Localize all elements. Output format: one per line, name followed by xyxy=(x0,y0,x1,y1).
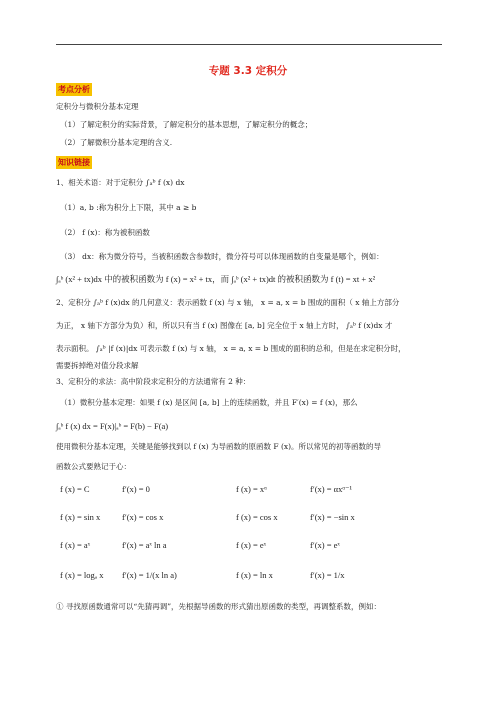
text-line: 2、定积分 ∫ₐᵇ f (x)dx 的几何意义：表示函数 f (x) 与 x 轴， x = a, x = b 围成的面积（ x 轴上方部分 xyxy=(56,298,400,307)
page-title: 专题 3.3 定积分 xyxy=(208,65,288,77)
formula: f′(x) = αxᵅ⁻¹ xyxy=(310,484,353,494)
formula: f (x) = aˣ xyxy=(60,540,91,550)
text-line: （1）微积分基本定理：如果 f (x) 是区间 [a, b] 上的连续函数，并且 F′(x) = f (x)，那么 xyxy=(60,398,358,407)
formula: f′(x) = 1/x xyxy=(310,570,345,580)
text-line: 3、定积分的求法：高中阶段求定积分的方法通常有 2 种： xyxy=(56,377,251,386)
formula: f′(x) = eˣ xyxy=(310,540,340,550)
formula-row xyxy=(60,570,440,580)
text-line: ① 寻找原函数通常可以“先猜再调”，先根据导函数的形式猜出原函数的类型，再调整系数，例如： xyxy=(56,602,382,611)
formula-line: ∫ₐᵇ (x² + tx)dx 中的被积函数为 f (x) = x² + tx，而 ∫ₐᵇ (x² + tx)dt 的被积函数为 f (t) = xt + x² xyxy=(56,274,376,284)
formula-row xyxy=(60,540,440,550)
formula: f (x) = sin x xyxy=(60,512,101,522)
text-line: （1）a, b :称为积分上下限，其中 a ≥ b xyxy=(60,203,197,212)
text-line: 函数公式要熟记于心： xyxy=(56,462,131,471)
formula: f′(x) = −sin x xyxy=(310,512,355,522)
formula: f′(x) = 0 xyxy=(122,484,150,494)
formula: f (x) = cos x xyxy=(236,512,278,522)
analysis-title: 定积分与微积分基本定理 xyxy=(56,102,139,111)
text-line: 表示面积。 ∫ₐᵇ |f (x)|dx 可表示数 f (x) 与 x 轴， x = a, x = b 围成的面积的总和，但是在求定积分时， xyxy=(56,344,406,353)
formula: f (x) = xᵅ xyxy=(236,484,267,494)
header-rule xyxy=(56,44,442,45)
text-line: （3） dx：称为微分符号，当被积函数含参数时，微分符号可以体现函数的自变量是哪个，例如： xyxy=(60,252,384,261)
analysis-item-1: （1）了解定积分的实际背景，了解定积分的基本思想，了解定积分的概念； xyxy=(60,120,313,129)
formula: f (x) = eˣ xyxy=(236,540,267,550)
formula-row xyxy=(60,484,440,494)
formula-line: ∫ₐᵇ f (x) dx = F(x)|ₐᵇ = F(b) − F(a) xyxy=(56,421,169,431)
formula: f′(x) = 1/(x ln a) xyxy=(122,570,177,580)
text-line: （2） f (x)：称为被积函数 xyxy=(60,228,150,237)
formula: f (x) = ln x xyxy=(236,570,273,580)
formula: f (x) = logₐ x xyxy=(60,570,104,580)
text-line: 为正， x 轴下方部分为负）和，所以只有当 f (x) 图像在 [a, b] 完全位于 x 轴上方时， ∫ₐᵇ f (x)dx 才 xyxy=(56,321,393,330)
section-tag-analysis: 考点分析 xyxy=(58,85,90,94)
formula: f′(x) = cos x xyxy=(122,512,164,522)
formula-row xyxy=(60,512,440,522)
analysis-item-2: （2）了解微积分基本定理的含义. xyxy=(60,138,173,147)
text-line: 需要拆掉绝对值分段求解 xyxy=(56,361,139,370)
section-tag-knowledge: 知识链接 xyxy=(58,158,90,167)
formula: f′(x) = aˣ ln a xyxy=(122,540,167,550)
text-line: 使用微积分基本定理，关键是能够找到以 f (x) 为导函数的原函数 F (x)。所以常见的初等函数的导 xyxy=(56,442,382,451)
formula: f (x) = C xyxy=(60,484,90,494)
text-line: 1、相关术语：对于定积分 ∫ₐᵇ f (x) dx xyxy=(56,178,185,187)
